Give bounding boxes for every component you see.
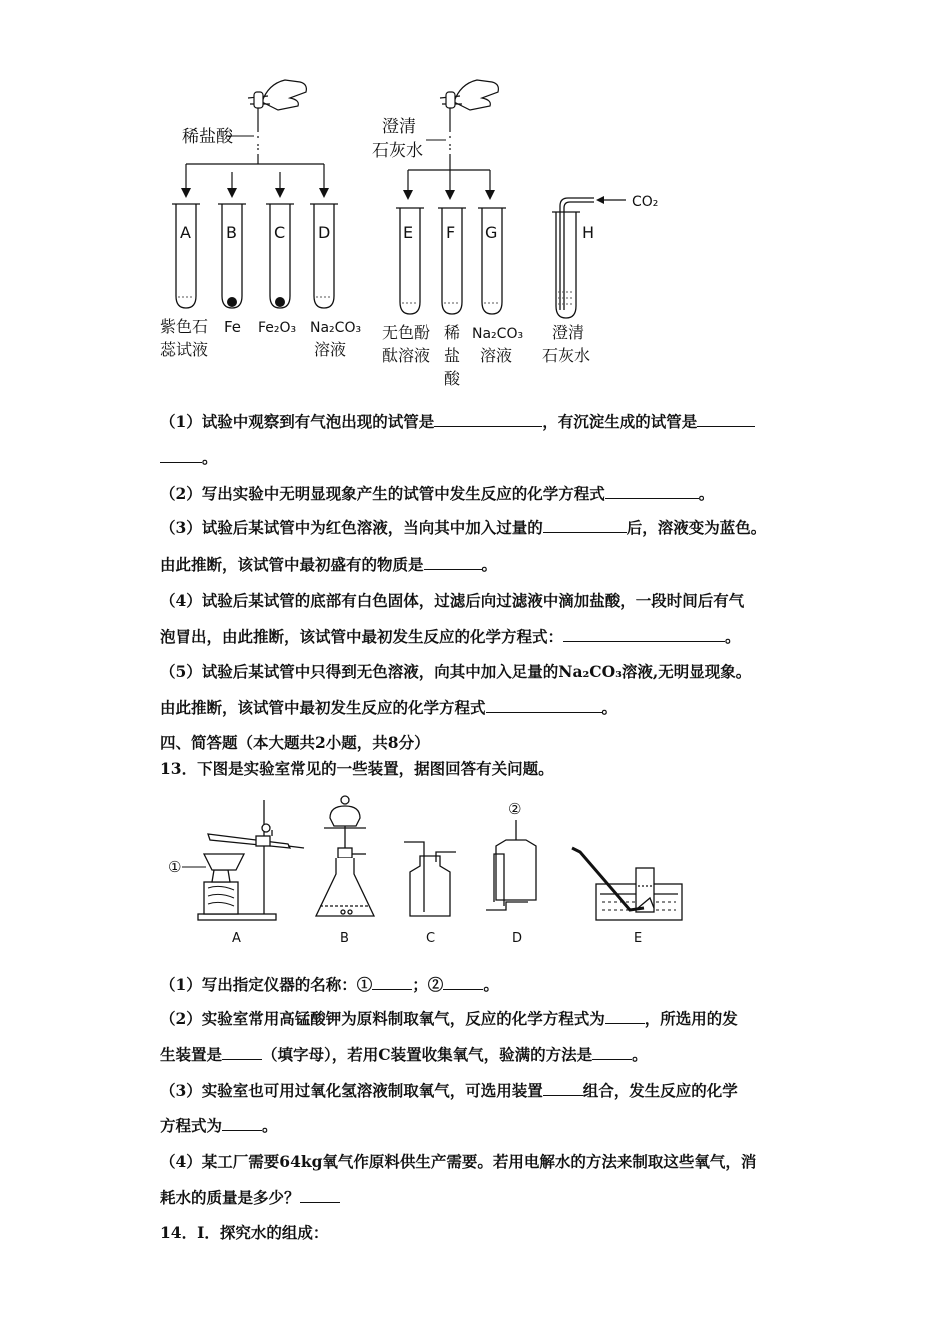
svg-text:蕊试液: 蕊试液 — [160, 340, 209, 359]
apparatus-a — [198, 800, 304, 920]
q12-part3-line2: 由此推断，该试管中最初盛有的物质是 。 — [160, 555, 498, 574]
q12-part5-line2: 由此推断，该试管中最初发生反应的化学方程式 。 — [160, 698, 618, 717]
svg-text:F: F — [446, 223, 456, 242]
tube-b — [222, 204, 242, 308]
q12-part5-line1: （5）试验后某试管中只得到无色溶液，向其中加入足量的Na₂CO₃溶液,无明显现象。 — [160, 662, 752, 681]
q12-part1-line1: （1）试验中观察到有气泡出现的试管是 ，有沉淀生成的试管是 — [160, 410, 755, 432]
q13-part1: （1）写出指定仪器的名称：① ；② 。 — [160, 975, 499, 994]
q13-part2-line1: （2）实验室常用高锰酸钾为原料制取氧气，反应的化学方程式为 ，所选用的发 — [160, 1009, 738, 1028]
tube-c — [270, 204, 290, 308]
svg-text:盐: 盐 — [444, 346, 461, 365]
svg-text:Fe: Fe — [224, 318, 242, 336]
tube-a — [176, 204, 196, 308]
svg-text:C: C — [426, 931, 436, 946]
svg-text:紫色石: 紫色石 — [160, 317, 209, 336]
answer-blank[interactable] — [592, 1045, 632, 1060]
q14-title: 14．I．探究水的组成： — [160, 1223, 329, 1242]
q13-part3-line2: 方程式为 。 — [160, 1116, 278, 1135]
svg-text:A: A — [232, 931, 241, 946]
q12-part1-line2: 。 — [160, 446, 218, 468]
answer-blank[interactable] — [424, 555, 482, 570]
apparatus-c — [404, 842, 456, 916]
svg-text:澄清: 澄清 — [382, 117, 416, 137]
q13-title: 13．下图是实验室常见的一些装置，据图回答有关问题。 — [160, 759, 554, 778]
answer-blank[interactable] — [160, 448, 202, 463]
answer-blank[interactable] — [697, 412, 755, 427]
svg-text:石灰水: 石灰水 — [372, 141, 423, 161]
q13-part2-line2: 生装置是 （填字母），若用C装置收集氧气，验满的方法是 。 — [160, 1045, 648, 1064]
answer-blank[interactable] — [222, 1116, 262, 1131]
svg-text:石灰水: 石灰水 — [542, 346, 591, 365]
svg-text:C: C — [274, 223, 286, 242]
tube-d — [314, 204, 334, 308]
q13-part4-line2: 耗水的质量是多少？ — [160, 1186, 340, 1208]
reagent-left-label: 稀盐酸 — [182, 127, 233, 147]
svg-text:①: ① — [168, 858, 182, 876]
svg-text:H: H — [582, 223, 595, 242]
svg-text:A: A — [180, 223, 191, 242]
q12-part4-line1: （4）试验后某试管的底部有白色固体，过滤后向过滤液中滴加盐酸，一段时间后有气 — [160, 591, 745, 610]
answer-blank[interactable] — [605, 484, 699, 499]
answer-blank[interactable] — [372, 975, 412, 990]
svg-text:溶液: 溶液 — [480, 346, 513, 365]
test-tube-figure — [150, 70, 690, 390]
apparatus-b — [316, 796, 374, 916]
svg-text:B: B — [340, 931, 349, 946]
svg-text:Na₂CO₃: Na₂CO₃ — [310, 320, 362, 336]
svg-text:B: B — [226, 223, 237, 242]
answer-blank[interactable] — [443, 975, 483, 990]
svg-text:E: E — [634, 931, 643, 946]
q13-part4-line1: （4）某工厂需要64kg氧气作原料供生产需要。若用电解水的方法来制取这些氧气，消 — [160, 1152, 757, 1171]
answer-blank[interactable] — [300, 1188, 340, 1203]
svg-text:Na₂CO₃: Na₂CO₃ — [472, 326, 524, 342]
answer-blank[interactable] — [486, 698, 602, 713]
apparatus-e — [572, 848, 682, 920]
svg-text:E: E — [403, 223, 414, 242]
svg-text:酸: 酸 — [444, 369, 461, 388]
answer-blank[interactable] — [605, 1009, 645, 1024]
svg-text:G: G — [485, 223, 498, 242]
tube-h — [552, 198, 594, 318]
q12-part3-line1: （3）试验后某试管中为红色溶液，当向其中加入过量的 后，溶液变为蓝色。 — [160, 518, 767, 537]
q12-part4-line2: 泡冒出，由此推断，该试管中最初发生反应的化学方程式： 。 — [160, 627, 741, 646]
svg-text:Fe₂O₃: Fe₂O₃ — [258, 320, 297, 336]
q13-part3-line1: （3）实验室也可用过氧化氢溶液制取氧气，可选用装置 组合，发生反应的化学 — [160, 1081, 738, 1100]
apparatus-figure — [160, 790, 700, 950]
answer-blank[interactable] — [543, 518, 627, 533]
svg-text:澄清: 澄清 — [552, 323, 585, 342]
svg-text:稀: 稀 — [444, 323, 461, 342]
answer-blank[interactable] — [543, 1081, 583, 1096]
svg-text:D: D — [318, 223, 331, 242]
hand-dropper-right — [440, 80, 498, 150]
svg-text:CO₂: CO₂ — [632, 194, 659, 210]
svg-text:②: ② — [508, 800, 522, 818]
section-heading: 四、简答题（本大题共2小题，共8分） — [160, 733, 430, 752]
q12-part2: （2）写出实验中无明显现象产生的试管中发生反应的化学方程式 。 — [160, 484, 715, 503]
svg-text:D: D — [512, 931, 523, 946]
answer-blank[interactable] — [563, 627, 725, 642]
answer-blank[interactable] — [222, 1045, 262, 1060]
apparatus-d — [486, 820, 536, 910]
answer-blank[interactable] — [434, 412, 542, 427]
hand-dropper-left — [248, 80, 306, 150]
svg-text:酞溶液: 酞溶液 — [382, 346, 431, 365]
svg-text:溶液: 溶液 — [314, 340, 347, 359]
svg-text:无色酚: 无色酚 — [382, 323, 431, 342]
